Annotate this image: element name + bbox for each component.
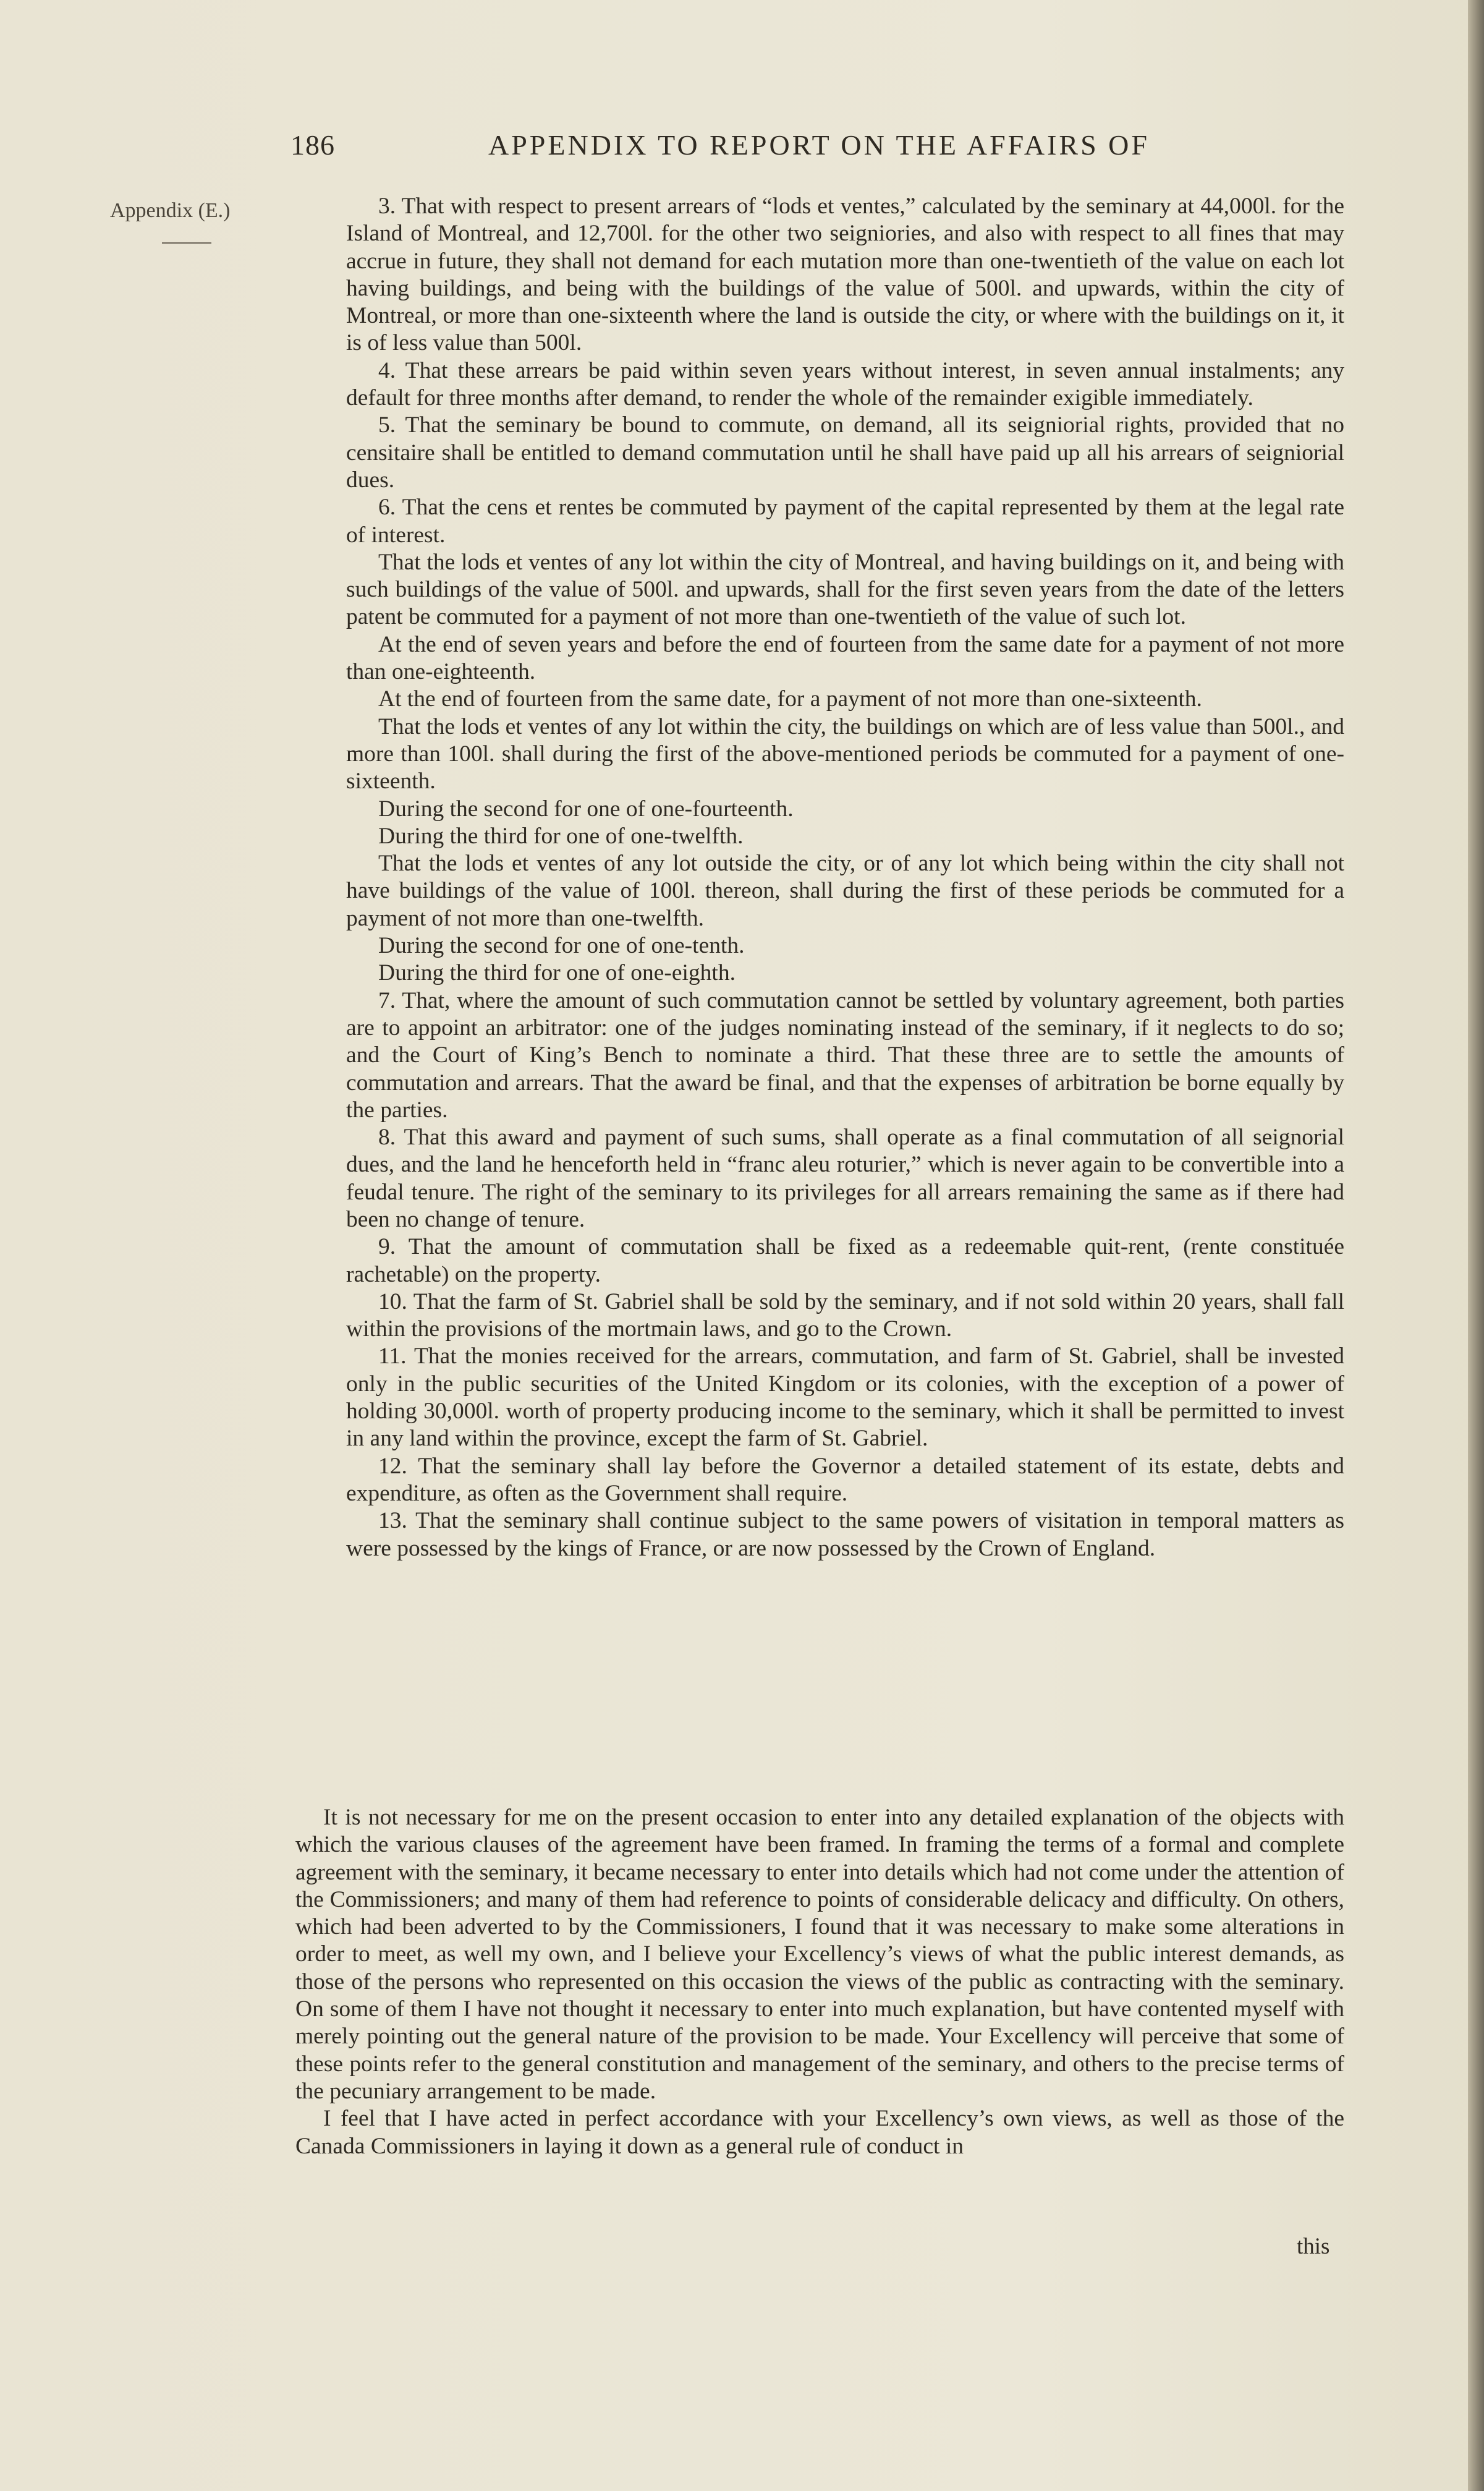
catchword: this bbox=[1297, 2234, 1330, 2259]
clause-3: 3. That with respect to present arrears of “lods et ventes,” calculated by the seminary at 44,000l. for the Island of Montreal, and 12,700l. for the other two seigniories, and also with respect to all fines that may accrue in future, they shall not demand for each mutation more than one-twentieth of the value on each lot having buildings, and being with the buildings of the value of 500l. and upwards, within the city of Montreal, or more than one-sixteenth where the land is outside the city, or where with the buildings on it, it is of less value than 500l. bbox=[346, 194, 1344, 356]
clause-6-lesser-buildings: That the lods et ventes of any lot within the city, the buildings on which are of less value than 500l., and more than 100l. shall during the first of the above-mentioned periods be commuted for a payment of one-sixteenth. bbox=[346, 713, 1344, 794]
clause-9: 9. That the amount of commutation shall be fixed as a redeemable quit-rent, (rente constituée rachetable) on the property. bbox=[346, 1234, 1344, 1287]
clause-13: 13. That the seminary shall continue subject to the same powers of visitation in temporal matters as were possessed by the kings of France, or are now possessed by the Crown of England. bbox=[346, 1508, 1344, 1561]
clause-6-outside-second: During the second for one of one-tenth. bbox=[378, 933, 745, 959]
commentary-block bbox=[295, 1804, 1344, 2160]
paragraph-accordance: I feel that I have acted in perfect accordance with your Excellency’s own views, as well as those of the Canada Commissioners in laying it down as a general rule of conduct in bbox=[295, 2106, 1344, 2159]
page-number: 186 bbox=[290, 129, 335, 161]
clause-6-during-third: During the third for one of one-twelfth. bbox=[378, 823, 744, 849]
clause-11: 11. That the monies received for the arrears, commutation, and farm of St. Gabriel, shall be invested only in the public securities of the United Kingdom or its colonies, with the exception of a power of holding 30,000l. worth of property producing income to the seminary, which it shall be permitted to invest in any land within the province, except the farm of St. Gabriel. bbox=[346, 1343, 1344, 1452]
margin-note: Appendix (E.) bbox=[110, 199, 231, 222]
clause-6-second-period: At the end of seven years and before the end of fourteen from the same date for a payment of not more than one-eighteenth. bbox=[346, 631, 1344, 685]
clause-4: 4. That these arrears be paid within seven years without interest, in seven annual instalments; any default for three months after demand, to render the whole of the remainder exigible immediately. bbox=[346, 357, 1344, 411]
clause-6-outside-city: That the lods et ventes of any lot outside the city, or of any lot which being within the city shall not have buildings of the value of 100l. thereon, shall during the first of these periods be commuted for a payment of not more than one-twelfth. bbox=[346, 851, 1344, 931]
paragraph-explanation: It is not necessary for me on the present occasion to enter into any detailed explanation of the objects with which the various clauses of the agreement have been framed. In framing the terms of a formal and complete agreement with the seminary, it became necessary to enter into details which had not come under the attention of the Commissioners; and many of them had reference to points of considerable delicacy and difficulty. On others, which had been adverted to by the Commissioners, I found that it was necessary to make some alterations in order to meet, as well my own, and I believe your Excellency’s views of what the public interest demands, as those of the persons who represented on this occasion the views of the public as contracting with the seminary. On some of them I have not thought it necessary to enter into much explanation, but have contented myself with merely pointing out the general nature of the provision to be made. Your Excellency will perceive that some of these points refer to the general constitution and management of the seminary, and others to the precise terms of the pecuniary arrangement to be made. bbox=[295, 1805, 1344, 2104]
clause-6-city-lots: That the lods et ventes of any lot within the city of Montreal, and having buildings on it, and being with such buildings of the value of 500l. and upwards, shall for the first seven years from the date of the letters patent be commuted for a payment of not more than one-twentieth of the value of such lot. bbox=[346, 549, 1344, 630]
clause-5: 5. That the seminary be bound to commute, on demand, all its seigniorial rights, provided that no censitaire shall be entitled to demand commutation until he shall have paid up all his arrears of seigniorial dues. bbox=[346, 412, 1344, 493]
margin-rule bbox=[162, 242, 211, 244]
clause-6: 6. That the cens et rentes be commuted by payment of the capital represented by them at the legal rate of interest. bbox=[346, 495, 1344, 548]
book-spine-shadow bbox=[1468, 0, 1484, 2491]
page-header bbox=[0, 129, 1484, 172]
clause-6-during-second: During the second for one of one-fourteenth. bbox=[378, 796, 794, 822]
clause-8: 8. That this award and payment of such sums, shall operate as a final commutation of all seignorial dues, and the land he henceforth held in “franc aleu roturier,” which is never again to be convertible into a feudal tenure. The right of the seminary to its privileges for all arrears remaining the same as if there had been no change of tenure. bbox=[346, 1125, 1344, 1232]
clauses-block bbox=[346, 193, 1344, 1562]
clause-10: 10. That the farm of St. Gabriel shall be sold by the seminary, and if not sold within 20 years, shall fall within the provisions of the mortmain laws, and go to the Crown. bbox=[346, 1288, 1344, 1342]
clause-6-outside-third: During the third for one of one-eighth. bbox=[378, 960, 736, 986]
clause-6-third-period: At the end of fourteen from the same date, for a payment of not more than one-sixteenth. bbox=[378, 686, 1202, 712]
clause-12: 12. That the seminary shall lay before the Governor a detailed statement of its estate, debts and expenditure, as often as the Government shall require. bbox=[346, 1453, 1344, 1506]
running-title: APPENDIX TO REPORT ON THE AFFAIRS OF bbox=[488, 129, 1150, 161]
clause-7: 7. That, where the amount of such commutation cannot be settled by voluntary agreement, both parties are to appoint an arbitrator: one of the judges nominating instead of the seminary, if it neglects to do so; and the Court of King’s Bench to nominate a third. That these three are to settle the amounts of commutation and arrears. That the award be final, and that the expenses of arbitration be borne equally by the parties. bbox=[346, 987, 1344, 1123]
